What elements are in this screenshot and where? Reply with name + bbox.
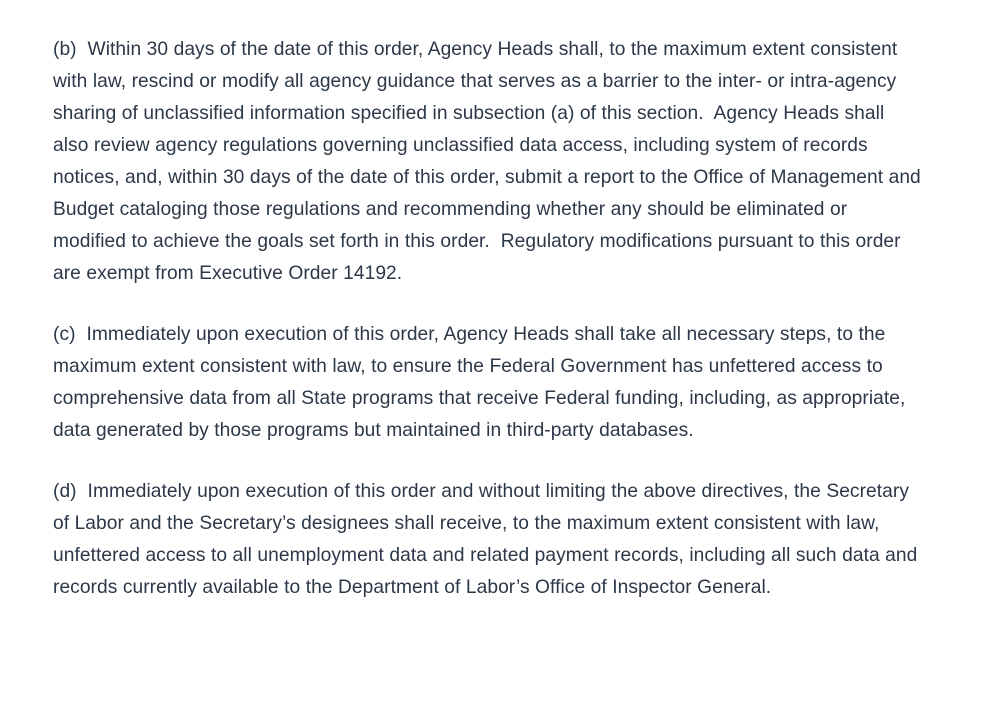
paragraph-d: (d) Immediately upon execution of this order and without limiting the above directives, the Secretary of Labor and the Secretary’s designees shall receive, to the maximum extent consistent with law, unfettered access to all unemployment data and related payment records, including all such data and records currently available to the Department of Labor’s Office of Inspector General. (53, 481, 923, 598)
paragraph-b: (b) Within 30 days of the date of this order, Agency Heads shall, to the maximum extent consistent with law, rescind or modify all agency guidance that serves as a barrier to the inter- or intra-agency sharing of unclassified information specified in subsection (a) of this section. Agency Heads shall also review agency regulations governing unclassified data access, including system of records notices, and, within 30 days of the date of this order, submit a report to the Office of Management and Budget cataloging those regulations and recommending whether any should be eliminated or modified to achieve the goals set forth in this order. Regulatory modifications pursuant to this order are exempt from Executive Order 14192. (53, 39, 927, 284)
document-body (53, 34, 925, 604)
paragraph-c: (c) Immediately upon execution of this order, Agency Heads shall take all necessary steps, to the maximum extent consistent with law, to ensure the Federal Government has unfettered access to comprehensive data from all State programs that receive Federal funding, including, as appropriate, data generated by those programs but maintained in third-party databases. (53, 324, 911, 441)
